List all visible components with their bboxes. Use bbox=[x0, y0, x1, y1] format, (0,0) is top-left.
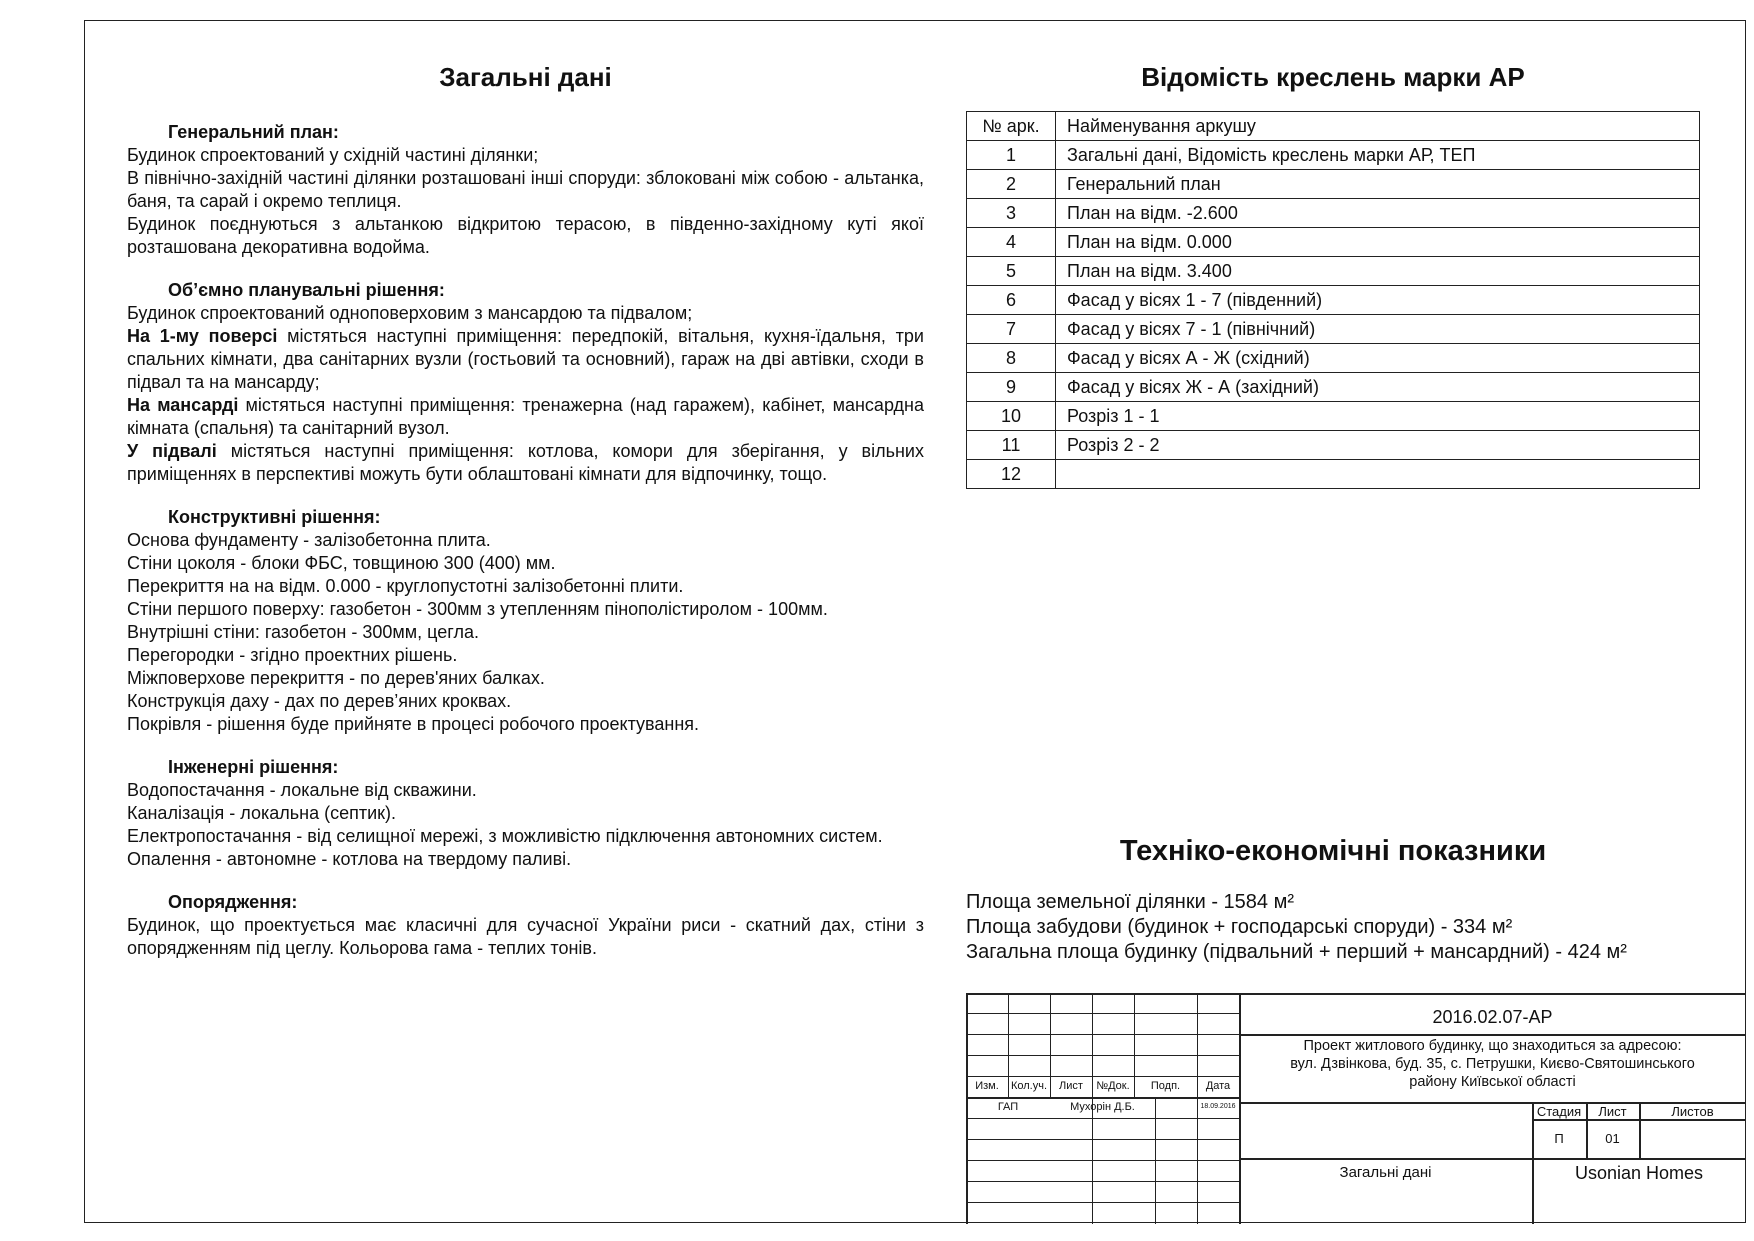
tb-line bbox=[1155, 1097, 1156, 1224]
paragraph-text: Стіни цоколя - блоки ФБС, товщиною 300 (400) мм. bbox=[127, 553, 556, 573]
general-section bbox=[127, 891, 924, 960]
table-row bbox=[967, 402, 1700, 431]
tb-company: Usonian Homes bbox=[1574, 1163, 1704, 1183]
tb-date: 18.09.2016 bbox=[1200, 1103, 1236, 1110]
general-data-title: Загальні дані bbox=[439, 62, 612, 92]
table-row bbox=[967, 257, 1700, 286]
sheet-number: 9 bbox=[967, 373, 1056, 402]
sheet-number: 10 bbox=[967, 402, 1056, 431]
tb-col-kolуч: Кол.уч. bbox=[1010, 1080, 1048, 1092]
tep-list bbox=[966, 890, 1700, 965]
paragraph-text: Внутрішні стіни: газобетон - 300мм, цегла. bbox=[127, 622, 479, 642]
tb-person: Мухорін Д.Б. bbox=[1070, 1101, 1135, 1113]
tb-col-ndoc: №Док. bbox=[1096, 1080, 1130, 1092]
sheet-number: 5 bbox=[967, 257, 1056, 286]
header-sheet-name: Найменування аркушу bbox=[1056, 112, 1700, 141]
tb-line bbox=[1239, 1158, 1746, 1160]
paragraph-text: В північно-західній частині ділянки розташовані інші споруди: зблоковані між собою - альтанка, баня, та сарай і окремо теплиця. bbox=[127, 168, 924, 211]
sheet-number: 12 bbox=[967, 460, 1056, 489]
table-row bbox=[967, 286, 1700, 315]
tb-project-line: вул. Дзвінкова, буд. 35, с. Петрушки, Києво-Святошинського bbox=[1290, 1056, 1695, 1072]
tb-line bbox=[966, 1118, 1239, 1119]
paragraph-text: Перекриття на на відм. 0.000 - круглопустотні залізобетонні плити. bbox=[127, 576, 684, 596]
table-row bbox=[967, 141, 1700, 170]
section-paragraph bbox=[127, 825, 924, 848]
tb-line bbox=[966, 1034, 1239, 1035]
sheet-number: 7 bbox=[967, 315, 1056, 344]
table-row bbox=[967, 431, 1700, 460]
section-paragraph bbox=[127, 440, 924, 486]
paragraph-lead: На мансарді bbox=[127, 395, 239, 415]
paragraph-text: Будинок спроектований одноповерховим з мансардою та підвалом; bbox=[127, 303, 693, 323]
sheet-name: Розріз 1 - 1 bbox=[1056, 402, 1700, 431]
table-row bbox=[967, 460, 1700, 489]
section-paragraph bbox=[127, 621, 924, 644]
drawings-list-title: Відомість креслень марки АР bbox=[1141, 62, 1525, 92]
tb-line bbox=[966, 1139, 1239, 1140]
tb-document-code: 2016.02.07-АР bbox=[1432, 1007, 1553, 1027]
section-paragraph bbox=[127, 598, 924, 621]
tb-project-address bbox=[1239, 1037, 1746, 1091]
section-paragraph bbox=[127, 779, 924, 802]
tep-title: Техніко-економічні показники bbox=[1119, 835, 1547, 867]
paragraph-text: Електропостачання - від селищної мережі, з можливістю підключення автономних систем. bbox=[127, 826, 883, 846]
section-heading: Опорядження: bbox=[168, 892, 298, 912]
general-section bbox=[127, 121, 924, 259]
sheet-number: 1 bbox=[967, 141, 1056, 170]
section-heading: Об’ємно планувальні рішення: bbox=[168, 280, 445, 300]
paragraph-text: Водопостачання - локальне від скважини. bbox=[127, 780, 477, 800]
sheet-name: План на відм. 0.000 bbox=[1056, 228, 1700, 257]
paragraph-text: Каналізація - локальна (септик). bbox=[127, 803, 397, 823]
sheet-name: Фасад у вісях Ж - А (західний) bbox=[1056, 373, 1700, 402]
sheet-name: Фасад у вісях 1 - 7 (південний) bbox=[1056, 286, 1700, 315]
paragraph-text: Будинок поєднуються з альтанкою відкритою терасою, в південно-західному куті якої розташована декоративна водойма. bbox=[127, 214, 924, 257]
sheet-number: 3 bbox=[967, 199, 1056, 228]
tb-line bbox=[966, 1076, 1239, 1077]
section-paragraph bbox=[127, 644, 924, 667]
table-row bbox=[967, 228, 1700, 257]
sheet-name: Розріз 2 - 2 bbox=[1056, 431, 1700, 460]
sheet-number: 4 bbox=[967, 228, 1056, 257]
section-heading: Конструктивні рішення: bbox=[168, 507, 381, 527]
tb-col-date: Дата bbox=[1205, 1080, 1231, 1092]
tb-line bbox=[966, 1202, 1239, 1203]
paragraph-text: Будинок, що проектується має класичні для сучасної України риси - скатний дах, стіни з опорядженням під цеглу. Кольорова гама - теплих тонів. bbox=[127, 915, 924, 958]
general-section bbox=[127, 279, 924, 486]
tb-section-name: Загальні дані bbox=[1339, 1164, 1432, 1181]
paragraph-text: Конструкція даху - дах по дерев’яних кроквах. bbox=[127, 691, 512, 711]
tb-project-line: району Київської області bbox=[1409, 1074, 1576, 1090]
sheet-name: План на відм. -2.600 bbox=[1056, 199, 1700, 228]
paragraph-text: Перегородки - згідно проектних рішень. bbox=[127, 645, 458, 665]
section-paragraph bbox=[127, 802, 924, 825]
tb-line bbox=[1532, 1119, 1746, 1121]
sheet-name bbox=[1056, 460, 1700, 489]
title-block bbox=[966, 993, 1746, 1224]
table-row bbox=[967, 344, 1700, 373]
header-sheet-number: № арк. bbox=[967, 112, 1056, 141]
table-row bbox=[967, 373, 1700, 402]
tb-line bbox=[1239, 1034, 1746, 1036]
tb-stage-header: Стадия bbox=[1536, 1104, 1582, 1119]
section-paragraph bbox=[127, 575, 924, 598]
sheet-name: Фасад у вісях А - Ж (східний) bbox=[1056, 344, 1700, 373]
tep-building-area: Площа забудови (будинок + господарські споруди) - 334 м² bbox=[966, 916, 1513, 938]
tb-line bbox=[966, 993, 1746, 995]
section-paragraph bbox=[127, 213, 924, 259]
general-section bbox=[127, 506, 924, 736]
paragraph-text: Будинок спроектований у східній частині ділянки; bbox=[127, 145, 539, 165]
section-heading: Генеральний план: bbox=[168, 122, 339, 142]
paragraph-text: містяться наступні приміщення: тренажерна (над гаражем), кабінет, мансардна кімната (спальня) та санітарний вузол. bbox=[127, 395, 924, 438]
table-row bbox=[967, 315, 1700, 344]
section-paragraph bbox=[127, 848, 924, 871]
tb-role: ГАП bbox=[997, 1101, 1019, 1113]
paragraph-lead: У підвалі bbox=[127, 441, 217, 461]
tb-project-line: Проект житлового будинку, що знаходиться за адресою: bbox=[1303, 1038, 1682, 1054]
tb-sheet-value: 01 bbox=[1605, 1131, 1620, 1146]
sheet-name: План на відм. 3.400 bbox=[1056, 257, 1700, 286]
tb-line bbox=[966, 1160, 1239, 1161]
section-paragraph bbox=[127, 394, 924, 440]
paragraph-lead: На 1-му поверсі bbox=[127, 326, 278, 346]
sheet-number: 6 bbox=[967, 286, 1056, 315]
section-paragraph bbox=[127, 690, 924, 713]
sheet-name: Загальні дані, Відомість креслень марки АР, ТЕП bbox=[1056, 141, 1700, 170]
sheet-number: 11 bbox=[967, 431, 1056, 460]
tep-land-area: Площа земельної ділянки - 1584 м² bbox=[966, 891, 1294, 913]
section-paragraph bbox=[127, 325, 924, 394]
tb-sheets-header: Листов bbox=[1671, 1104, 1714, 1119]
tb-col-izm: Изм. bbox=[975, 1080, 999, 1092]
drawings-table bbox=[966, 111, 1700, 489]
section-paragraph bbox=[127, 667, 924, 690]
section-paragraph bbox=[127, 529, 924, 552]
tb-sheet-header: Лист bbox=[1598, 1104, 1627, 1119]
paragraph-text: містяться наступні приміщення: передпокій, вітальня, кухня-їдальня, три спальних кімнати, два санітарних вузли (гостьовий та основний), гараж на дві автівки, сходи в підвал та на мансарду; bbox=[127, 326, 924, 392]
general-data bbox=[127, 62, 924, 980]
section-paragraph bbox=[127, 713, 924, 736]
table-row bbox=[967, 170, 1700, 199]
tb-col-podp: Подп. bbox=[1150, 1080, 1181, 1092]
tb-line bbox=[966, 1097, 1239, 1099]
tb-col-list: Лист bbox=[1059, 1080, 1083, 1092]
section-paragraph bbox=[127, 144, 924, 167]
sheet-name: Фасад у вісях 7 - 1 (північний) bbox=[1056, 315, 1700, 344]
sheet-number: 8 bbox=[967, 344, 1056, 373]
paragraph-text: містяться наступні приміщення: котлова, комори для зберігання, у вільних приміщеннях в перспективі можуть бути облаштовані кімнати для відпочинку, тощо. bbox=[127, 441, 924, 484]
section-paragraph bbox=[127, 167, 924, 213]
general-section bbox=[127, 756, 924, 871]
drawings-rows bbox=[967, 141, 1700, 489]
paragraph-text: Опалення - автономне - котлова на твердому паливі. bbox=[127, 849, 572, 869]
sheet-name: Генеральний план bbox=[1056, 170, 1700, 199]
sheet-number: 2 bbox=[967, 170, 1056, 199]
paragraph-text: Покрівля - рішення буде прийняте в процесі робочого проектування. bbox=[127, 714, 700, 734]
section-paragraph bbox=[127, 552, 924, 575]
section-paragraph bbox=[127, 302, 924, 325]
tep-total-area: Загальна площа будинку (підвальний + перший + мансардний) - 424 м² bbox=[966, 941, 1627, 963]
paragraph-text: Основа фундаменту - залізобетонна плита. bbox=[127, 530, 491, 550]
tb-stage-value: П bbox=[1554, 1131, 1564, 1146]
paragraph-text: Стіни першого поверху: газобетон - 300мм з утепленням пінополістиролом - 100мм. bbox=[127, 599, 828, 619]
drawings-header-row bbox=[967, 112, 1700, 141]
tb-line bbox=[966, 1055, 1239, 1056]
table-row bbox=[967, 199, 1700, 228]
paragraph-text: Міжповерхове перекриття - по дерев'яних балках. bbox=[127, 668, 545, 688]
tb-line bbox=[966, 1013, 1239, 1014]
general-sections bbox=[127, 121, 924, 960]
tb-line bbox=[966, 1181, 1239, 1182]
section-paragraph bbox=[127, 914, 924, 960]
section-heading: Інженерні рішення: bbox=[168, 757, 339, 777]
